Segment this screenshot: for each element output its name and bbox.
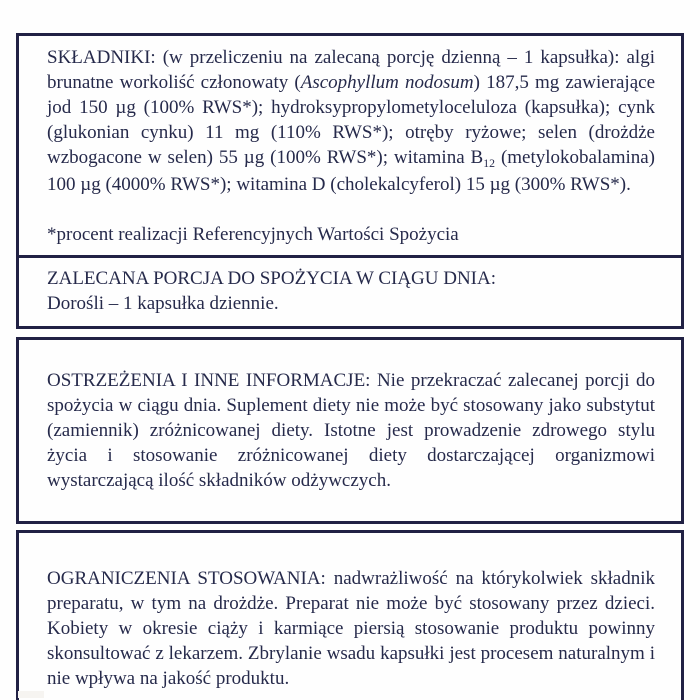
warnings-text: OSTRZEŻENIA I INNE INFORMACJE: Nie przekraczać zalecanej porcji do spożycia w ciągu dnia. Suplement diety nie może być stosowany jako substytut (zamiennik) zróżnicowanej diety. Istotne jest prowadzenie zdrowego stylu życia i stosowanie zróżnicowanej diety dostarczającej organizmowi wystarczającą ilość składników odżywczych. [47, 370, 655, 491]
rws-footnote: *procent realizacji Referencyjnych Wartości Spożycia [47, 224, 459, 245]
serving-body: Dorośli – 1 kapsułka dziennie. [47, 293, 279, 314]
restrictions-box [16, 530, 684, 700]
warnings-box [16, 337, 684, 524]
ingredients-text: SKŁADNIKI: (w przeliczeniu na zalecaną porcję dzienną – 1 kapsułka): algi brunatne workoliść członowaty (Ascophyllum nodosum) 187,5 mg zawierające jod 150 µg (100% RWS*); hydroksypropylometyloceluloza (kapsułka); cynk (glukonian cynku) 11 mg (110% RWS*); otręby ryżowe; selen (drożdże wzbogacone w selen) 55 µg (100% RWS*); witamina $B_{12}$ (metylokobalamina) 100 µg (4000% RWS*); witamina D (cholekalcyferol) 15 µg (300% RWS*). [47, 47, 656, 195]
serving-box [16, 255, 684, 329]
restrictions-text: OGRANICZENIA STOSOWANIA: nadwrażliwość na którykolwiek składnik preparatu, w tym na drożdże. Preparat nie może być stosowany przez dzieci. Kobiety w okresie ciąży i karmiące piersią stosowanie produktu powinny skonsultować z lekarzem. Zbrylanie wsadu kapsułki jest procesem naturalnym i nie wpływa na jakość produktu. [47, 568, 655, 689]
scan-artifact [18, 691, 44, 698]
serving-heading: ZALECANA PORCJA DO SPOŻYCIA W CIĄGU DNIA: [47, 268, 497, 289]
ingredients-box [16, 33, 684, 258]
